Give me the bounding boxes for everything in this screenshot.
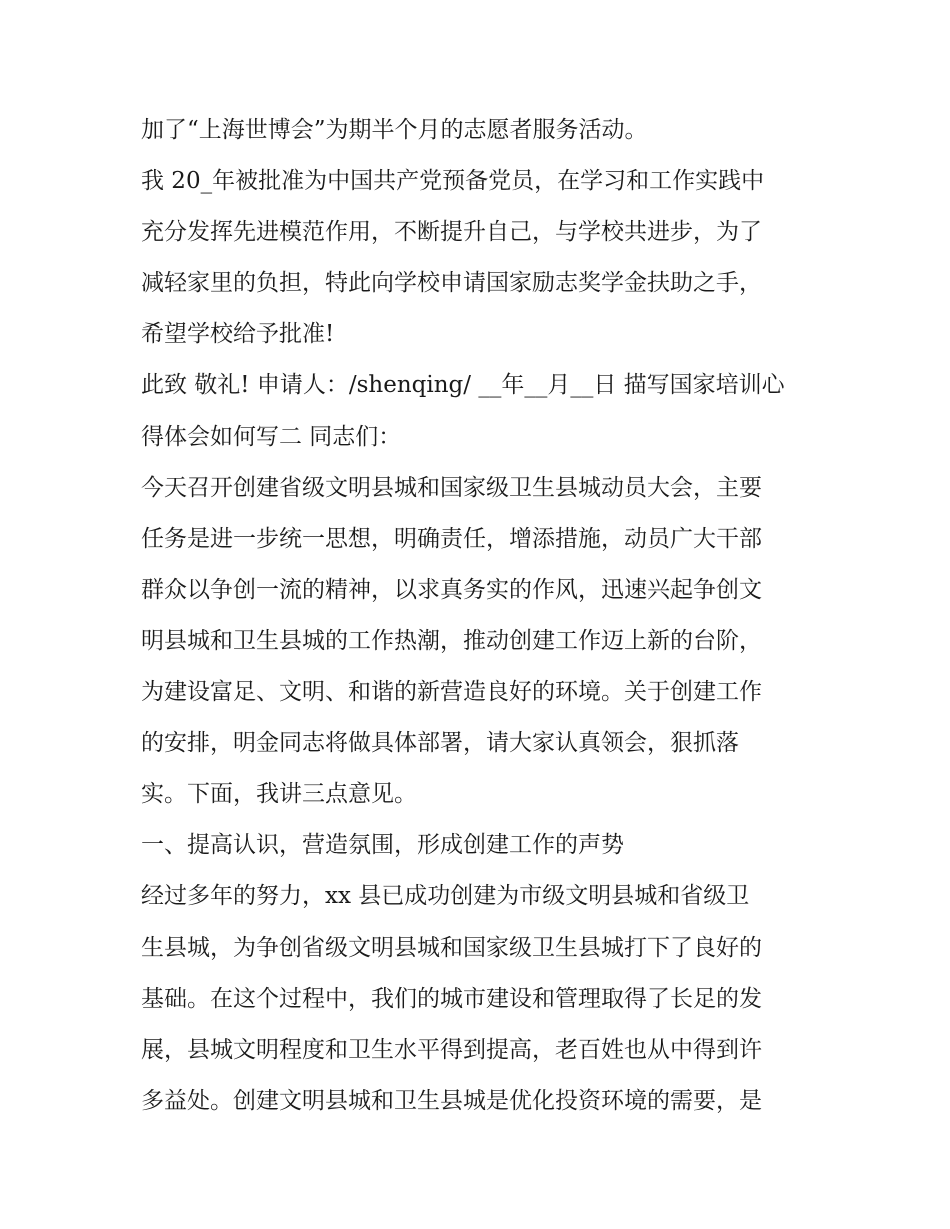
text-line: 群众以争创一流的精神，以求真务实的作风，迅速兴起争创文 [141,576,762,603]
text-line: 经过多年的努力，xx 县已成功创建为市级文明县城和省级卫 [141,883,750,910]
document-body [141,108,821,1130]
text-line: 实。下面，我讲三点意见。 [141,781,417,808]
text-line: 基础。在这个过程中，我们的城市建设和管理取得了长足的发 [141,985,762,1012]
text-line: 展，县城文明程度和卫生水平得到提高，老百姓也从中得到许 [141,1036,762,1063]
text-line: 今天召开创建省级文明县城和国家级卫生县城动员大会，主要 [141,474,762,501]
text-line: 加了“上海世博会”为期半个月的志愿者服务活动。 [141,117,648,143]
text-line: 减轻家里的负担，特此向学校申请国家励志奖学金扶助之手， [141,270,762,297]
text-line: 生县城，为争创省级文明县城和国家级卫生县城打下了良好的 [141,934,762,961]
section-heading: 一、提高认识，营造氛围，形成创建工作的声势 [141,832,624,859]
text-line: 为建设富足、文明、和谐的新营造良好的环境。关于创建工作 [141,679,762,706]
text-line: 我 20_年被批准为中国共产党预备党员，在学习和工作实践中 [141,168,765,195]
text-line: 充分发挥先进模范作用，不断提升自己，与学校共进步，为了 [141,219,762,246]
text-line: 得体会如何写二 同志们： [141,423,402,450]
text-line: 多益处。创建文明县城和卫生县城是优化投资环境的需要，是 [141,1087,762,1114]
text-line: 任务是进一步统一思想，明确责任，增添措施，动员广大干部 [141,525,762,552]
text-line: 此致 敬礼! 申请人：/shenqing/ __年__月__日 描写国家培训心 [141,372,785,399]
text-line: 的安排，明金同志将做具体部署，请大家认真领会，狠抓落 [141,730,739,757]
text-line: 明县城和卫生县城的工作热潮，推动创建工作迈上新的台阶， [141,627,762,654]
text-line: 希望学校给予批准! [141,321,335,348]
